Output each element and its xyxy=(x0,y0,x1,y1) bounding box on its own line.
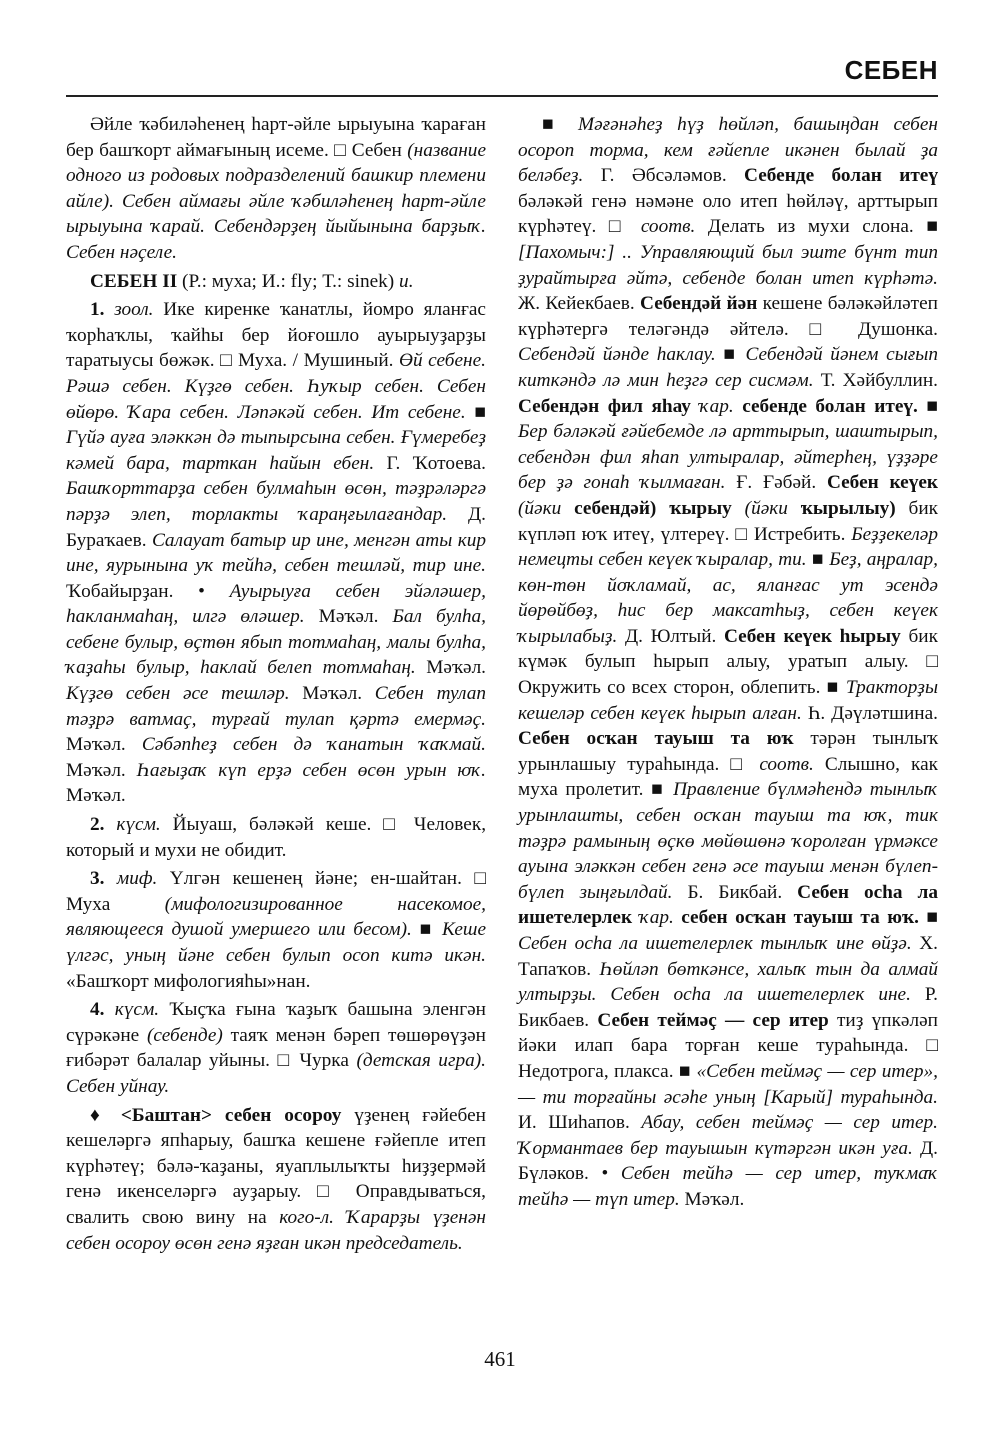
text-segment: и. xyxy=(399,270,414,292)
text-segment: Муха xyxy=(66,893,165,915)
text-segment: күсм. xyxy=(116,814,161,836)
text-segment: Әйле ҡәбиләһенең һарт-әйле ырыуына ҡараған бер башҡорт аймағының исеме. xyxy=(66,114,486,161)
text-segment: Себен кеүек һырыу xyxy=(724,625,901,647)
text-segment: Ж. Кейекбаев. xyxy=(518,293,641,315)
text-segment: Г. Ҡотоева. xyxy=(374,452,486,474)
text-segment: Мәғәнәһеҙ һүҙ һөйләп, башыңдан себен осороп торма, кем ғәйепле икәнен былай ҙа беләбеҙ. xyxy=(518,114,938,187)
text-segment: Ғ. Ғәбәй. xyxy=(725,472,827,494)
text-segment: «Башҡорт мифологияһы»нан. xyxy=(66,970,311,992)
text-segment: Себен тейһә — сер итер, туҡмаҡ тейһә — түп итер. xyxy=(518,1163,938,1210)
text-segment: Үлгән кешенең йәне; ен-шайтан. xyxy=(157,868,475,890)
marker-symbol: ■ xyxy=(826,677,846,699)
text-segment: Себендәй йән xyxy=(640,293,758,315)
text-segment: Себендәй йәнем сығып киткәндә лә мин һеҙгә сер сисмәм. xyxy=(518,344,938,391)
text-segment: зоол. xyxy=(114,299,154,321)
text-segment: Башҡорттарҙа себен булмаһын өсөн, тәҙрәләргә пәрҙә элеп, торлакты ҡараңғылағандар. xyxy=(66,478,486,525)
text-segment: себенде болан итеү. xyxy=(742,395,918,417)
text-segment: Ҡыҫҡа ғына ҡаҙыҡ башына эленгән сүрәкәне xyxy=(66,999,486,1046)
running-header xyxy=(66,55,938,97)
text-segment: Өй себене. Рәшә себен. Күҙгө себен. Һуҡыр себен. Себен өйөрө. Ҡара себен. Ләпәкәй себен. Ит себене. xyxy=(66,350,486,423)
text-segment: ҡырылыу) xyxy=(800,497,896,519)
marker-symbol: □ xyxy=(334,139,352,161)
dictionary-paragraph xyxy=(66,866,486,994)
text-segment xyxy=(561,498,574,519)
marker-symbol: □ xyxy=(730,753,760,775)
marker-symbol: ■ xyxy=(542,114,579,135)
dictionary-paragraph xyxy=(66,1103,486,1257)
text-segment: (мифологизированное насекомое, являющееся душой умершего или бесом). xyxy=(66,893,486,941)
marker-symbol: ■ xyxy=(806,549,830,571)
text-segment: күсм. xyxy=(114,999,160,1021)
text-segment: (название одного из родовых подразделений башкир племени айле). Себен аймағы әйле ҡәбиләһенең һарт-әйле ырыуына ҡарай. Себендәрҙең йыйынына барҙыҡ. Себен нәҫеле. xyxy=(66,139,487,263)
text-segment: Правление бүлмәһендә тынлыҡ урынлашты, себен осҡан тауыш та юҡ, тик тәҙрә рамының өҫкө мөйөшөнә ҡоролған үрмәксе ауына эләккән себен генә әсе тауыш менән бүлеп-бүлеп зыңғылдай. xyxy=(518,779,938,903)
text-segment: Муха. / Мушиный. xyxy=(238,350,400,372)
text-segment xyxy=(732,498,745,519)
dictionary-paragraph xyxy=(66,297,486,809)
text-segment: (йәки xyxy=(518,497,562,519)
text-segment: Абау, себен теймәҫ — сер итер. Ҡормантаев бер тауышын күтәргән икән уға. xyxy=(518,1112,939,1159)
text-segment: кого-л. Ҡарарҙы үҙенән себен осороу өсөн генә яҙған икән председатель. xyxy=(66,1206,486,1254)
marker-symbol: ■ xyxy=(651,779,674,801)
text-segment: Бер бәләкәй ғәйебемде лә арттырып, шаштырып, себендән фил яһап ултыралар, әйтерһең, үҙҙәре бер ҙә гонаһ ҡылмаған. xyxy=(518,421,938,494)
marker-symbol: ■ xyxy=(678,1060,697,1082)
text-segment: миф. xyxy=(116,868,158,890)
text-segment: Д. Бүләков. xyxy=(518,1137,939,1185)
text-segment: Ауырыуға себен эйәләшер, һакланмаһаң, илгә өләшер. xyxy=(66,580,486,628)
text-segment: Мәҡәл. xyxy=(304,606,393,628)
text-segment: Мәҡәл. xyxy=(66,734,142,756)
text-segment: Себен теймәҫ — сер итер xyxy=(597,1009,829,1031)
text-segment: Мәҡәл. xyxy=(66,759,137,781)
text-segment: Г. Әбсәләмов. xyxy=(583,165,745,187)
text-segment: кешене бәләкәйләтеп күрһәтергә теләгәндә әйтелә. xyxy=(518,293,938,340)
text-segment: СЕБЕН II xyxy=(90,270,178,292)
text-segment: Истребить. xyxy=(753,523,852,545)
dictionary-paragraph xyxy=(66,112,486,266)
text-segment: Мәҡәл. xyxy=(289,683,375,705)
text-segment: Һағыҙаҡ күп ерҙә себен өсөн урын юҡ. xyxy=(136,759,486,781)
text-segment: Ҡобайырҙан. xyxy=(66,580,199,602)
marker-symbol: □ xyxy=(383,814,414,836)
marker-symbol: ■ xyxy=(715,344,746,366)
text-segment xyxy=(104,299,114,320)
text-segment: Кеше үлгәс, уның йәне себен булып осоп китә икән. xyxy=(66,919,487,966)
text-segment: Бал булһа, себене булыр, өҫтөн ябып тотмаһаң, малы булһа, ҡаҙаһы булыр, һаклай белеп тотмаһаң. xyxy=(66,606,486,679)
text-segment: Недотрога, плакса. xyxy=(518,1060,679,1082)
text-segment: себендәй) xyxy=(574,497,657,519)
text-segment: Һ. Дәүләтшина. xyxy=(801,702,939,724)
text-segment: (себенде) xyxy=(147,1024,223,1046)
text-segment: Оправдываться, свалить свою вину на xyxy=(66,1181,487,1228)
text-segment: Гүйә ауға эләккән дә тыпырсына себен. Ғүмеребеҙ кәмей бара, тарткан һайын ебен. xyxy=(66,427,486,474)
text-segment: Слышно, как муха пролетит. xyxy=(518,753,938,801)
text-segment: Душонка. xyxy=(857,318,939,340)
text-segment: И. Шиһапов. xyxy=(518,1112,642,1134)
text-segment: Мәҡәл. xyxy=(679,1188,745,1210)
text-segment: Сәбәпһеҙ себен дә ҡанатын ҡаҡмай. xyxy=(141,734,486,756)
text-segment: Себенде болан итеү xyxy=(744,165,938,187)
text-segment: (детская игра). Себен уйнау. xyxy=(66,1050,486,1097)
text-segment: тиҙ үпкәләп йәки илап бара торған кеше тураһында. xyxy=(518,1009,938,1057)
text-segment: 2. xyxy=(90,814,105,836)
text-segment: 1. xyxy=(90,299,105,321)
text-segment: Б. Бикбай. xyxy=(672,881,798,903)
text-segment: бәләкәй генә нәмәне оло итеп һөйләү, арттырып күрһәтеү. xyxy=(518,190,938,238)
marker-symbol: □ xyxy=(926,1035,938,1057)
text-segment: Окружить со всех сторон, облепить. xyxy=(518,677,827,699)
text-segment xyxy=(104,999,114,1020)
marker-symbol: □ xyxy=(277,1050,300,1072)
text-segment: Д. Юлтый. xyxy=(617,625,725,647)
text-segment: (йәки xyxy=(744,497,788,519)
marker-symbol: □ xyxy=(608,216,641,238)
text-segment: Беҙҙекеләр немецты себен кеүек ҡыралар, ти. xyxy=(518,523,938,571)
text-segment: Себен xyxy=(351,139,408,161)
marker-symbol: □ xyxy=(220,350,239,372)
text-segment: Себен осҡан тауыш та юҡ xyxy=(518,728,794,750)
text-segment xyxy=(632,907,639,928)
marker-symbol: • xyxy=(601,1163,621,1185)
text-segment: таяҡ менән бәреп төшөрөүҙән ғибәрәт балалар уйыны. xyxy=(66,1024,486,1072)
marker-symbol: ♦ xyxy=(90,1104,121,1126)
text-segment: Себендән фил яһау xyxy=(518,395,691,417)
text-segment: 4. xyxy=(90,999,105,1021)
text-segment: соотв. xyxy=(640,216,696,238)
marker-symbol: □ xyxy=(809,318,858,340)
text-segment: Себен осһа ла ишетелерлек xyxy=(518,881,939,929)
text-segment: Т. Хәйбуллин. xyxy=(813,369,938,391)
text-segment: Салауат батыр ир ине, менгән аты кир ине, яурынына уҡ тейһә, себен тешләй, тир ине. xyxy=(66,529,486,577)
text-segment: тәрән тынлыҡ урынлашыу тураһында. xyxy=(518,728,938,775)
dictionary-paragraph xyxy=(66,269,486,295)
left-column xyxy=(66,112,486,1259)
text-segment: Күҙгө себен әсе тешләр. xyxy=(66,683,290,705)
marker-symbol: • xyxy=(198,580,230,602)
text-segment: Мәҡәл. xyxy=(66,785,126,807)
marker-symbol: ■ xyxy=(411,919,443,941)
marker-symbol: ■ xyxy=(918,907,939,929)
dictionary-paragraph xyxy=(66,997,486,1099)
text-segment: (Р.: муха; И.: fly; Т.: sinek) xyxy=(177,270,400,292)
page-number: 461 xyxy=(484,1347,516,1371)
text-segment: [Пахомыч:] .. Управляющий был эште бүнт тип ҙурайтырға әйтә, себенде болан итеп күрһәтә. xyxy=(518,241,938,289)
text-segment: бик күмәк булып һырып алыу, уратып алыу. xyxy=(518,625,938,673)
text-segment: себен осҡан тауыш та юҡ. xyxy=(681,907,919,929)
marker-symbol: ■ xyxy=(917,395,939,417)
text-segment: Себен осһа ла ишетелерлек тынлыҡ ине өйҙә. xyxy=(518,933,912,954)
text-segment: Чурка xyxy=(299,1050,357,1072)
marker-symbol: □ xyxy=(474,868,486,890)
marker-symbol: □ xyxy=(735,523,754,545)
dictionary-paragraph xyxy=(518,112,938,1213)
marker-symbol: □ xyxy=(317,1181,356,1203)
text-segment: Делать из мухи слона. xyxy=(695,216,927,238)
text-segment xyxy=(104,868,116,889)
text-segment: ҡырыу xyxy=(669,497,732,519)
text-segment: Р. Бикбаев. xyxy=(518,984,939,1031)
text-segment: Себен кеүек xyxy=(826,472,939,494)
text-segment: Мәҡәл. xyxy=(415,657,487,679)
text-segment: Себендәй йәнде һаклау. xyxy=(518,344,716,366)
text-segment: соотв. xyxy=(759,753,814,775)
text-segment: Тракторҙы кешеләр себен кеүек һырып алған. xyxy=(518,677,938,724)
marker-symbol: □ xyxy=(926,651,938,673)
text-segment: Йыуаш, бәләкәй кеше. xyxy=(160,814,384,836)
text-segment: Х. Тапаҡов. xyxy=(518,933,938,980)
text-segment: Беҙ, аңралар, көн-төн йоҡламай, ас, яланғас ут эсендә йөрөйбөҙ, һис бер максатһыҙ, себен кеүек ҡырылабыҙ. xyxy=(518,549,939,647)
text-segment: <Баштан> себен осороу xyxy=(120,1104,342,1126)
text-segment: Һөйләп бөткәнсе, халыҡ тын да алмай ултырҙы. Себен осһа ла ишетелерлек ине. xyxy=(518,958,938,1006)
text-segment xyxy=(734,396,743,417)
text-segment: «Себен теймәҫ — сер итер», — ти торғайны әсәһе уның [Карый] тураһында. xyxy=(518,1060,938,1108)
text-segment: ҡар. xyxy=(639,907,674,929)
text-segment: бик күпләп юҡ итеү, үлтереү. xyxy=(518,497,939,545)
text-segment: Человек, который и мухи не обидит. xyxy=(66,814,487,861)
dictionary-paragraph xyxy=(66,812,486,863)
header-headword: СЕБЕН xyxy=(844,55,938,85)
text-segment: үҙенең ғәйебен кешеләргә япһарыу, башҡа кешене ғәйепле итеп күрһәтеү; бәлә-ҡаҙаны, яуаплылыҡты һиҙҙермәй генә икенселәргә ауҙарыу. xyxy=(66,1104,486,1203)
text-segment: Д. Бураҡаев. xyxy=(66,503,486,551)
text-segment xyxy=(788,498,801,519)
text-segment xyxy=(104,814,116,835)
marker-symbol: ■ xyxy=(926,216,938,238)
text-segment: Ике киренке ҡанатлы, йомро яланғас ҡорһаҡлы, ҡайһы бер йоғошло ауырыуҙарҙы таратыусы бөжәк. xyxy=(66,299,486,372)
text-segment: ҡар. xyxy=(699,395,734,417)
marker-symbol: ■ xyxy=(465,401,486,423)
right-column xyxy=(518,112,938,1216)
text-segment: Себен тулап тәҙрә ватмаҫ, турғай тулап қәртә емермәҫ. xyxy=(66,683,486,730)
text-segment xyxy=(656,498,669,519)
text-segment: 3. xyxy=(90,868,105,890)
